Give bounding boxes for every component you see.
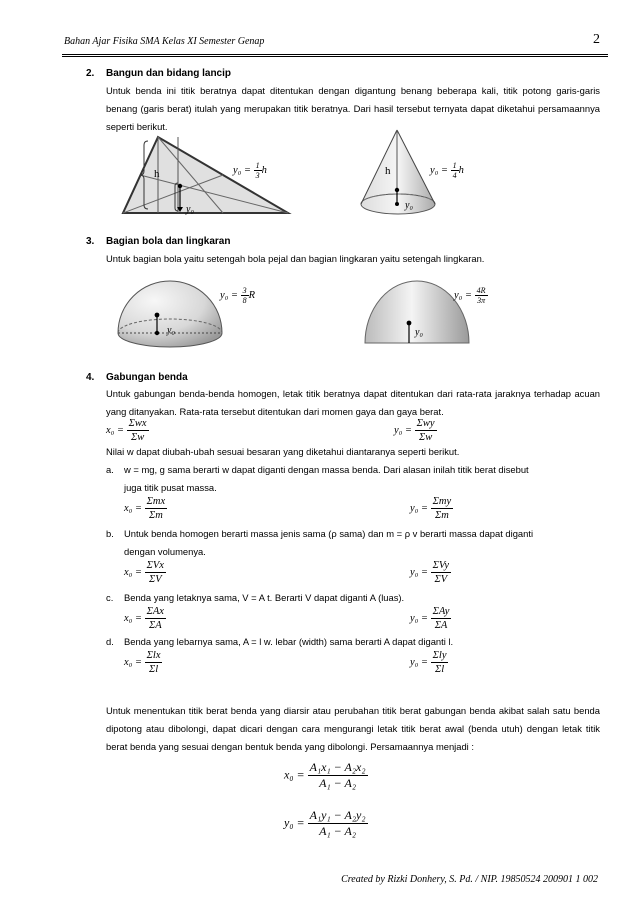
triangle-formula-num: 1 [255,161,260,170]
hemisphere-figure [115,275,225,353]
formula-lhs: y₀ = [394,424,413,436]
header-rule-2 [62,56,608,57]
triangle-h-label: h [154,168,160,180]
triangle-y-label: y₀ [186,204,194,215]
section-4-text-3: Untuk menentukan titik berat benda yang diarsir atau perubahan titik berat gabungan benda akibat salah satu benda dipotong atau dibolongi, dapat dicari dengan cara mengurangi letak titik berat awal (benda utuh) dengan letak titik berat benda yang sesuai dengan bentuk benda yang dibolongi. Persamaannya menjadi : [106,705,600,752]
triangle-formula-var: h [261,164,267,176]
formula-den: Σw [130,432,145,443]
item-c-formula-x [124,605,166,632]
formula-num: Σlx [146,650,161,661]
cone-formula-den: 4 [452,171,457,180]
formula-lhs: y₀ = [410,566,429,578]
formula-lhs: x₀ = [124,612,143,624]
formula-lhs: x₀ = [124,656,143,668]
formula-den: Σl [148,664,159,675]
triangle-formula-lhs: y₀ = [233,164,254,176]
hemisphere-formula-num: 3 [242,286,247,295]
item-d-formula-y [410,649,448,676]
formula-lhs: y₀ = [284,815,305,830]
section-4-text-2: Nilai w dapat diubah-ubah sesuai besaran yang diketahui diantaranya seperti berikut. [106,446,460,457]
section-3-heading: Bagian bola dan lingkaran [106,236,231,247]
triangle-formula [233,161,267,180]
section-3-number: 3. [86,236,95,247]
formula-den: A₁ − A₂ [319,776,356,790]
section-2-number: 2. [86,68,95,79]
formula-lhs: y₀ = [410,612,429,624]
section-2-heading: Bangun dan bidang lancip [106,68,231,79]
section-4-number: 4. [86,372,95,383]
section-4-heading: Gabungan benda [106,372,188,383]
formula-den: ΣA [434,620,448,631]
cone-formula-var: h [458,164,464,176]
cone-formula-num: 1 [452,161,457,170]
semicircle-formula-den: 3π [477,296,486,305]
footer-credit: Created by Rizki Donhery, S. Pd. / NIP. 19850524 200901 1 002 [341,874,598,885]
section-3-text: Untuk bagian bola yaitu setengah bola pejal dan bagian lingkaran yaitu setengah lingkaran. [106,253,485,264]
formula-lhs: y₀ = [410,502,429,514]
formula-num: A₁x₁ − A₂x₂ [309,760,366,774]
hemisphere-formula-lhs: y₀ = [220,289,241,301]
triangle-figure [118,133,298,217]
item-d-text: Benda yang lebarnya sama, A = l w. lebar (width) sama berarti A dapat diganti l. [124,636,454,647]
formula-num: A₁y₁ − A₂y₂ [309,808,366,822]
item-d-letter: d. [106,636,114,647]
page-number: 2 [593,32,600,47]
formula-num: ΣAx [146,606,164,617]
header-rule [62,54,608,55]
final-formula-x [284,760,368,791]
formula-den: Σw [418,432,433,443]
item-b-text-2: dengan volumenya. [124,546,206,557]
cone-formula-lhs: y₀ = [430,164,451,176]
formula-num: ΣVy [432,560,450,571]
item-c-text: Benda yang letaknya sama, V = A t. Berarti V dapat diganti A (luas). [124,592,405,603]
section-4-text-1: Untuk gabungan benda-benda homogen, letak titik beratnya dapat ditentukan dari rata-rata jaraknya terhadap acuan yang ditanyakan. Rata-rata tersebut ditentukan dari momen gaya dan gaya berat. [106,388,600,417]
formula-num: Σwy [416,418,435,429]
formula-num: Σmy [432,496,452,507]
header-title: Bahan Ajar Fisika SMA Kelas XI Semester Genap [64,36,265,47]
item-a-letter: a. [106,464,114,475]
item-b-formula-x [124,559,166,586]
formula-num: ΣAy [432,606,450,617]
item-a-formula-x [124,495,167,522]
formula-den: ΣA [148,620,162,631]
semicircle-formula-num: 4R [476,286,486,295]
formula-den: ΣV [148,574,162,585]
formula-num: Σmx [146,496,166,507]
semicircle-formula-lhs: y₀ = [454,289,475,301]
item-d-formula-x [124,649,162,676]
hemisphere-formula-var: R [248,289,256,301]
formula-lhs: x₀ = [124,566,143,578]
cone-h-label: h [385,165,391,177]
formula-lhs: x₀ = [124,502,143,514]
hemisphere-formula [220,286,255,305]
formula-den: Σm [148,510,163,521]
item-a-formula-y [410,495,453,522]
formula-lhs: y₀ = [410,656,429,668]
cone-formula [430,161,464,180]
item-c-formula-y [410,605,451,632]
semicircle-y-label: y₀ [415,327,423,338]
formula-lhs: x₀ = [284,767,305,782]
formula-num: Σwx [128,418,147,429]
item-a-text-2: juga titik pusat massa. [124,482,217,493]
formula-x-weight [106,417,149,444]
item-b-letter: b. [106,528,114,539]
item-c-letter: c. [106,592,114,603]
formula-lhs: x₀ = [106,424,125,436]
formula-den: Σl [434,664,445,675]
formula-num: Σly [432,650,447,661]
formula-den: ΣV [434,574,448,585]
item-b-text: Untuk benda homogen berarti massa jenis sama (ρ sama) dan m = ρ v berarti massa dapat diganti [124,528,534,539]
formula-den: A₁ − A₂ [319,824,356,838]
formula-den: Σm [434,510,449,521]
item-b-formula-y [410,559,451,586]
section-2-text: Untuk benda ini titik beratnya dapat ditentukan dengan digantung benang beberapa kali, titik potong garis-garis benang (garis berat) itulah yang merupakan titik beratnya. Dari hasil tersebut ternyata dapat diketahui persamaannya seperti berikut. [106,85,600,132]
formula-y-weight [394,417,437,444]
cone-y-label: y₀ [405,200,413,211]
hemisphere-y-label: y₀ [167,325,175,336]
semicircle-formula [454,286,488,305]
final-formula-y [284,808,368,839]
hemisphere-formula-den: 8 [242,296,247,305]
item-a-text: w = mg, g sama berarti w dapat diganti dengan massa benda. Dari alasan inilah titik berat disebut [124,464,529,475]
triangle-formula-den: 3 [255,171,260,180]
formula-num: ΣVx [146,560,164,571]
